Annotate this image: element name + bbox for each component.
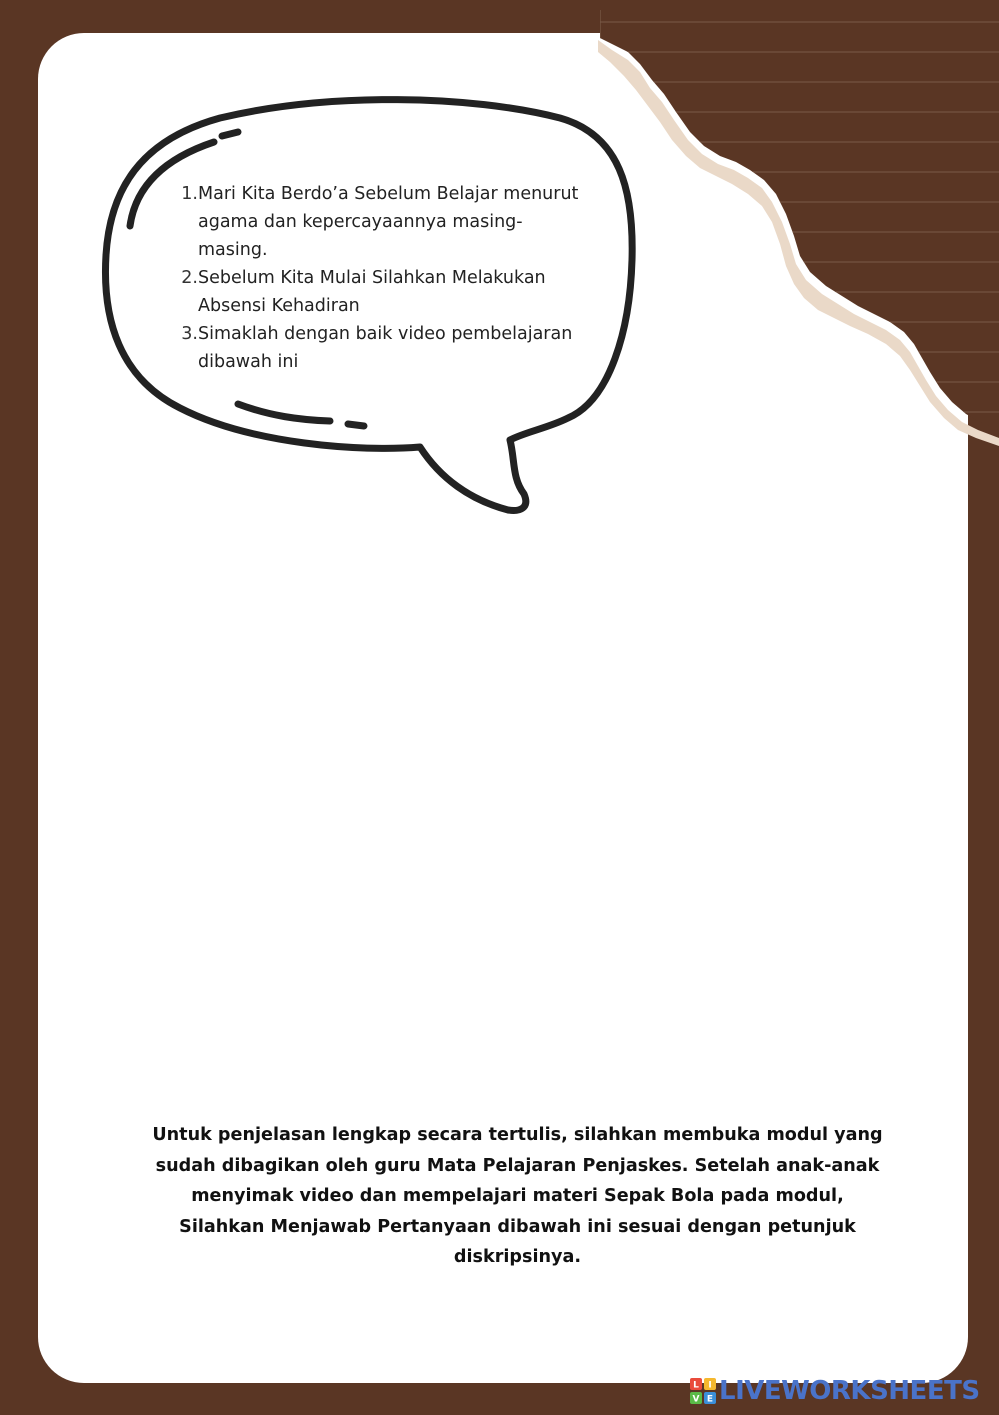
bubble-gloss-dot-top [222,132,238,136]
logo-letter: E [706,1394,714,1404]
list-text: Sebelum Kita Mulai Silahkan Melakukan Absensi Kehadiran [198,268,546,316]
list-number: 3. [181,324,198,344]
watermark-text: LIVEWORKSHEETS [719,1376,980,1406]
logo-letter: L [693,1380,699,1391]
list-item [180,180,590,264]
list-text: Simaklah dengan baik video pembelajaran dibawah ini [198,324,573,372]
list-number: 2. [181,268,198,288]
bubble-gloss-bottom [238,404,330,421]
logo-letter: V [692,1394,700,1404]
liveworksheets-logo-icon [690,1378,716,1404]
instructions-list [180,180,590,376]
module-instruction-paragraph: Untuk penjelasan lengkap secara tertulis, silahkan membuka modul yang sudah dibagikan oleh guru Mata Pelajaran Penjaskes. Setelah anak-anak menyimak video dan mempelajari materi Sepak Bola pada modul, Silahkan Menjawab Pertanyaan dibawah ini sesuai dengan petunjuk diskripsinya. [152,1125,883,1267]
list-item [180,320,590,376]
list-item [180,264,590,320]
bubble-gloss-dot-bottom [348,424,364,426]
list-text: Mari Kita Berdo’a Sebelum Belajar menurut agama dan kepercayaannya masing-masing. [198,184,579,260]
logo-letter: I [708,1380,712,1391]
liveworksheets-watermark [690,1376,990,1406]
list-number: 1. [181,184,198,204]
